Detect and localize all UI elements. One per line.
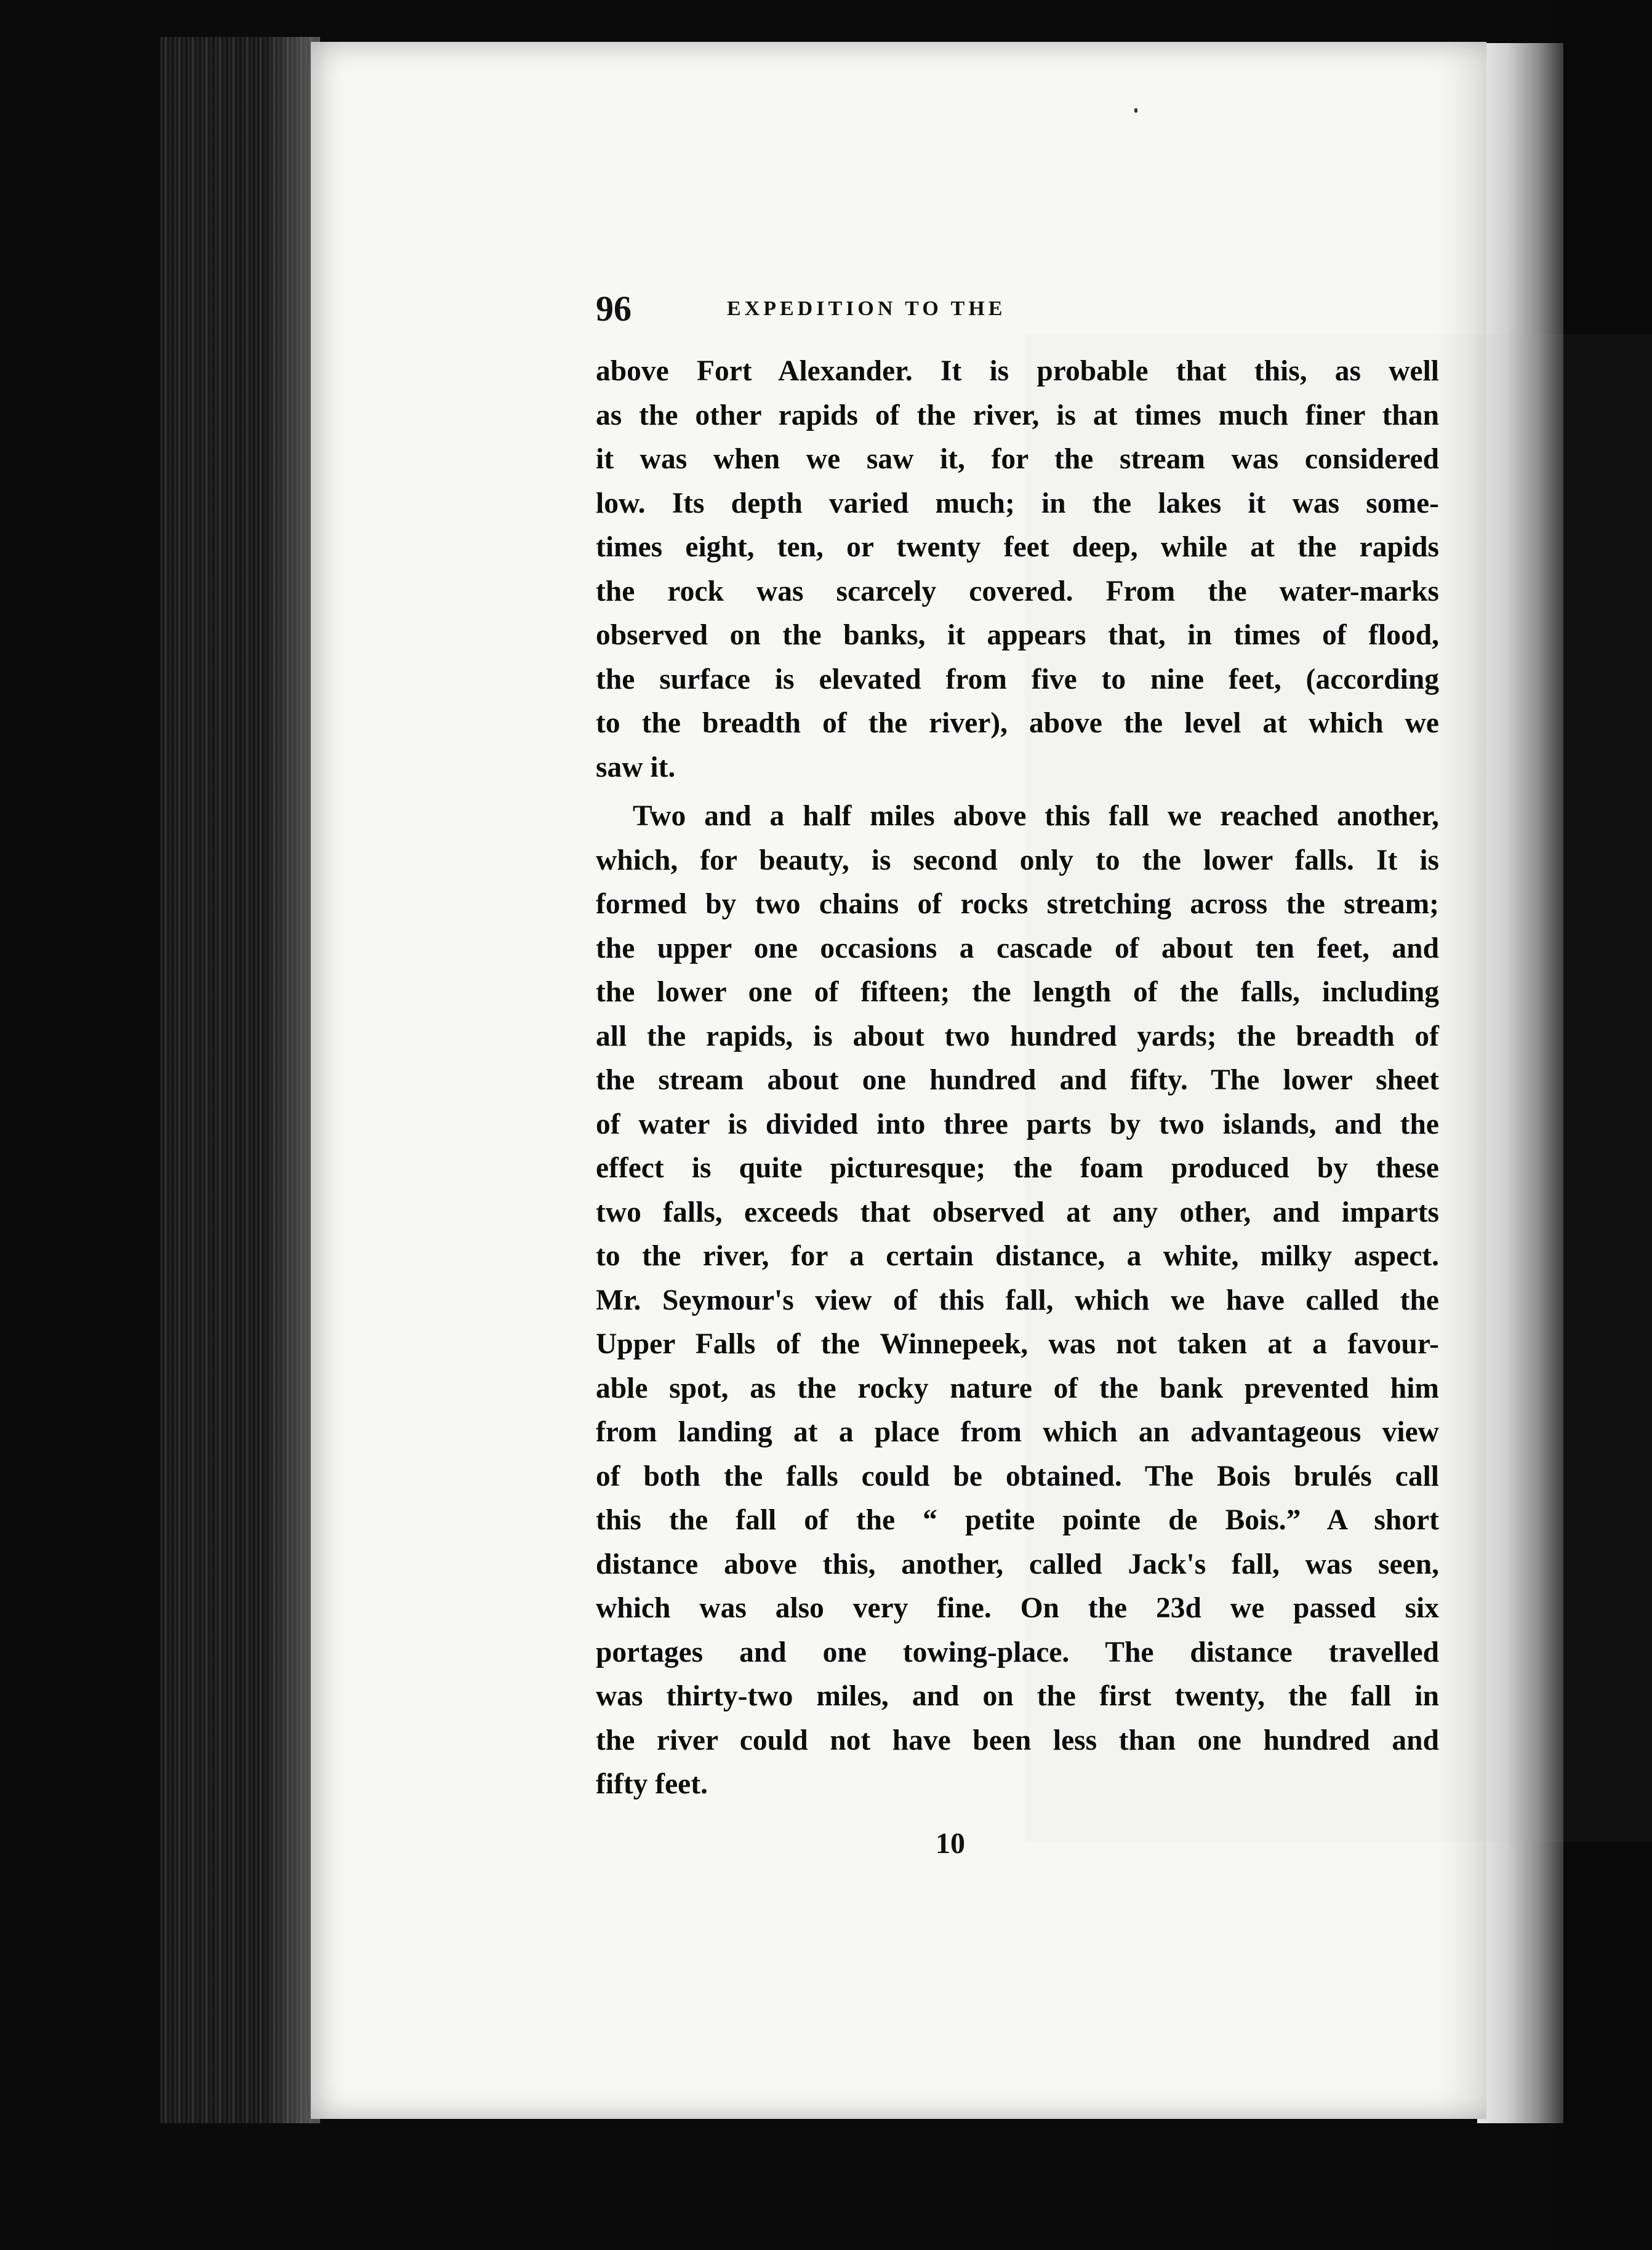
text-line: the river could not have been less than one hundred and bbox=[596, 1724, 1439, 1756]
text-line: distance above this, another, called Jack's fall, was seen, bbox=[596, 1548, 1439, 1580]
text-line: times eight, ten, or twenty feet deep, while at the rapids bbox=[596, 531, 1439, 563]
text-line: it was when we saw it, for the stream was considered bbox=[596, 443, 1439, 475]
text-line: Mr. Seymour's view of this fall, which we have called the bbox=[596, 1284, 1439, 1316]
text-line: of water is divided into three parts by two islands, and the bbox=[596, 1108, 1439, 1140]
text-line: Two and a half miles above this fall we reached another, bbox=[633, 800, 1439, 832]
text-line: from landing at a place from which an advantageous view bbox=[596, 1416, 1439, 1448]
text-line: all the rapids, is about two hundred yards; the breadth of bbox=[596, 1020, 1439, 1052]
paragraph-gap bbox=[596, 790, 1439, 795]
text-line: was thirty-two miles, and on the first twenty, the fall in bbox=[596, 1680, 1439, 1712]
text-line: as the other rapids of the river, is at times much finer than bbox=[596, 399, 1439, 431]
text-line: effect is quite picturesque; the foam produced by these bbox=[596, 1152, 1439, 1184]
text-line: the lower one of fifteen; the length of the falls, including bbox=[596, 976, 1439, 1008]
text-line: which was also very fine. On the 23d we passed six bbox=[596, 1592, 1439, 1624]
text-line: to the river, for a certain distance, a white, milky aspect. bbox=[596, 1240, 1439, 1272]
paragraph bbox=[596, 350, 1439, 790]
printer-signature-mark: 10 bbox=[936, 1827, 965, 1860]
running-head bbox=[596, 284, 1181, 334]
text-line: the surface is elevated from five to nine feet, (according bbox=[596, 663, 1439, 695]
text-line: formed by two chains of rocks stretching across the stream; bbox=[596, 888, 1439, 920]
text-line: fifty feet. bbox=[596, 1768, 708, 1800]
text-line: to the breadth of the river), above the level at which we bbox=[596, 707, 1439, 739]
text-line: portages and one towing-place. The distance travelled bbox=[596, 1636, 1439, 1668]
paragraph bbox=[596, 795, 1439, 1807]
page-number: 96 bbox=[596, 289, 632, 329]
text-line: which, for beauty, is second only to the lower falls. It is bbox=[596, 844, 1439, 876]
text-line: the stream about one hundred and fifty. The lower sheet bbox=[596, 1064, 1439, 1096]
text-line: the upper one occasions a cascade of about ten feet, and bbox=[596, 932, 1439, 964]
text-line: able spot, as the rocky nature of the bank prevented him bbox=[596, 1372, 1439, 1404]
text-line: low. Its depth varied much; in the lakes it was some- bbox=[596, 487, 1439, 519]
body-text bbox=[596, 350, 1439, 1807]
running-title: EXPEDITION TO THE bbox=[727, 297, 1006, 320]
text-line: observed on the banks, it appears that, in times of flood, bbox=[596, 619, 1439, 651]
text-line: of both the falls could be obtained. The Bois brulés call bbox=[596, 1460, 1439, 1492]
dust-speck bbox=[1134, 108, 1137, 113]
text-line: the rock was scarcely covered. From the water-marks bbox=[596, 575, 1439, 607]
text-line: this the fall of the “ petite pointe de Bois.” A short bbox=[596, 1504, 1439, 1536]
text-line: above Fort Alexander. It is probable that this, as well bbox=[596, 355, 1439, 387]
text-line: two falls, exceeds that observed at any other, and imparts bbox=[596, 1196, 1439, 1228]
text-line: Upper Falls of the Winnepeek, was not taken at a favour- bbox=[596, 1328, 1439, 1360]
paragraph-container bbox=[596, 350, 1439, 1807]
text-line: saw it. bbox=[596, 751, 676, 783]
